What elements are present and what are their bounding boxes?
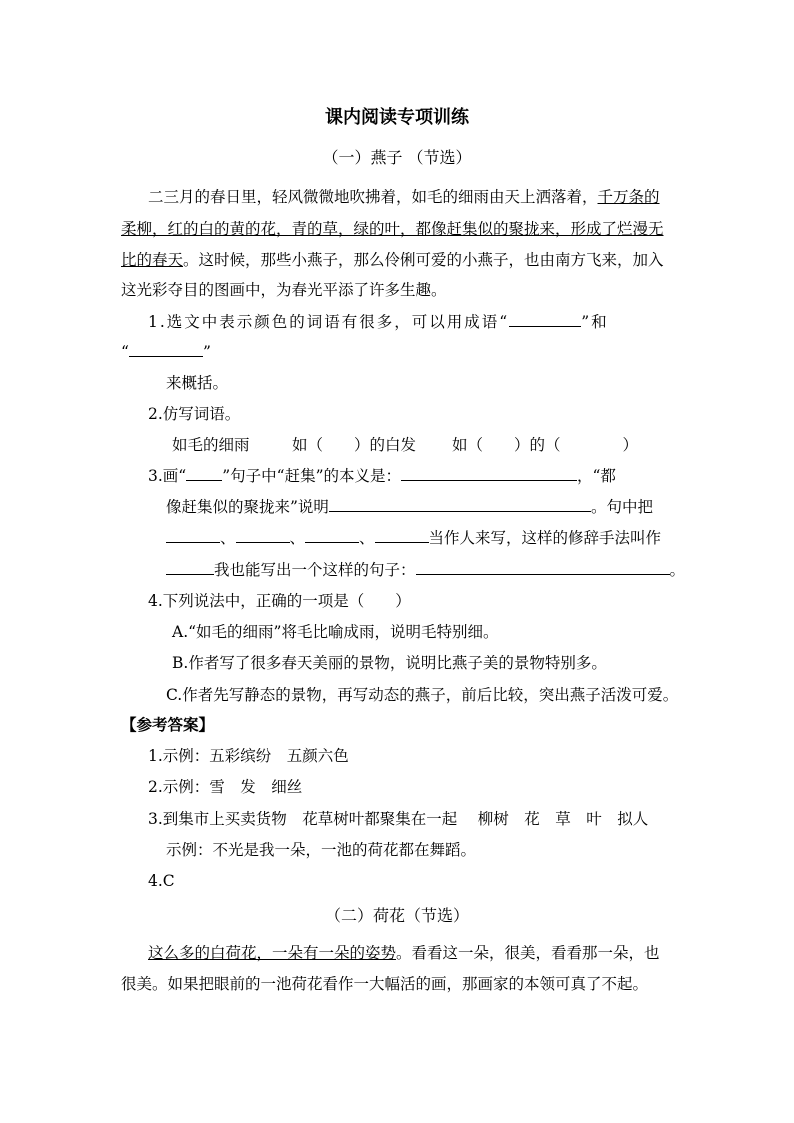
passage-line-4: 这光彩夺目的图画中，为春光平添了许多生趣。 — [121, 281, 447, 299]
question-text: ” — [202, 343, 211, 361]
passage-line-2 — [121, 219, 664, 239]
passage-line-3 — [121, 250, 664, 270]
question-3-line-4 — [166, 560, 685, 580]
section-heading-swallow: （一）燕子 （节选） — [322, 148, 472, 167]
question-text: “ — [121, 343, 129, 361]
answer-blank[interactable] — [305, 528, 359, 543]
underlined-sentence: 柔柳，红的白的黄的花，青的草，绿的叶，都像赶集似的聚拢来，形成了烂漫无 — [121, 220, 664, 238]
answers-heading: 【参考答案】 — [121, 715, 215, 734]
passage2-line-2: 很美。如果把眼前的一池荷花看作一大幅活的画，那画家的本领可真了不起。 — [121, 975, 649, 993]
question-text: 、 — [289, 529, 306, 547]
answer-blank[interactable] — [375, 528, 429, 543]
answer-blank[interactable] — [236, 528, 290, 543]
question-text: ”句子中“赶集”的本义是： — [222, 467, 401, 485]
answer-blank[interactable] — [166, 528, 220, 543]
passage-text: 。看看这一朵，很美，看看那一朵，也 — [396, 944, 660, 962]
question-4-title: 4.下列说法中，正确的一项是（ ） — [148, 592, 411, 610]
question-text: 。句中把 — [590, 498, 653, 516]
question-text: 。 — [669, 561, 686, 579]
option-c[interactable]: C.作者先写静态的景物，再写动态的燕子，前后比较，突出燕子活泼可爱。 — [166, 686, 679, 704]
question-text: 1.选文中表示颜色的词语有很多，可以用成语“ — [148, 313, 510, 331]
question-text: ”和 — [581, 313, 609, 331]
passage-line-1 — [148, 187, 660, 207]
question-text: 、 — [220, 529, 236, 547]
question-text: 我也能写出一个这样的句子： — [214, 561, 416, 579]
answer-1: 1.示例：五彩缤纷 五颜六色 — [148, 747, 349, 765]
underlined-sentence: 比的春天 — [121, 251, 184, 269]
question-text: 3.画“ — [148, 467, 187, 485]
page-title: 课内阅读专项训练 — [325, 107, 469, 128]
passage-text: 。这时候，那些小燕子，那么伶俐可爱的小燕子，也由南方飞来，加入 — [183, 251, 664, 269]
question-2-example: 如毛的细雨 — [172, 436, 250, 454]
answer-blank[interactable] — [509, 312, 581, 327]
answer-3: 3.到集市上买卖货物 花草树叶都聚集在一起 柳树 花 草 叶 拟人 — [148, 810, 649, 828]
passage-text: 二三月的春日里，轻风微微地吹拂着，如毛的细雨由天上洒落着， — [148, 188, 598, 206]
passage2-line-1 — [148, 943, 660, 963]
section-heading-lotus: （二）荷花（节选） — [324, 906, 469, 925]
answer-blank[interactable] — [329, 497, 591, 512]
question-3-line-1 — [148, 466, 616, 486]
question-2-blank-1[interactable]: 如（ ）的白发 — [292, 436, 417, 454]
question-3-line-2 — [166, 497, 653, 517]
answer-4: 4.C — [148, 872, 175, 890]
option-a[interactable]: A.“如毛的细雨”将毛比喻成雨，说明毛特别细。 — [172, 623, 499, 641]
question-1-end: 来概括。 — [166, 374, 229, 392]
answer-2: 2.示例：雪 发 细丝 — [148, 778, 303, 796]
option-b[interactable]: B.作者写了很多春天美丽的景物，说明比燕子美的景物特别多。 — [172, 654, 607, 672]
underlined-sentence: 这么多的白荷花，一朵有一朵的姿势 — [148, 944, 397, 962]
question-2-title: 2.仿写词语。 — [148, 405, 241, 423]
answer-blank[interactable] — [416, 560, 670, 575]
question-text: ，“都 — [577, 467, 616, 485]
question-1-cont — [121, 342, 211, 362]
question-text: 、 — [359, 529, 375, 547]
answer-blank[interactable] — [401, 466, 577, 481]
underlined-sentence: 千万条的 — [597, 188, 660, 206]
question-2-blank-2[interactable]: 如（ ）的（ ） — [452, 436, 639, 454]
question-text: 当作人来写，这样的修辞手法叫作 — [428, 529, 662, 547]
answer-blank[interactable] — [166, 560, 214, 575]
answer-blank[interactable] — [186, 466, 222, 481]
question-3-line-3 — [166, 528, 661, 548]
question-text: 像赶集似的聚拢来”说明 — [166, 498, 329, 516]
question-1 — [148, 312, 609, 332]
answer-3-example: 示例：不光是我一朵，一池的荷花都在舞蹈。 — [166, 841, 477, 859]
answer-blank[interactable] — [129, 342, 203, 357]
